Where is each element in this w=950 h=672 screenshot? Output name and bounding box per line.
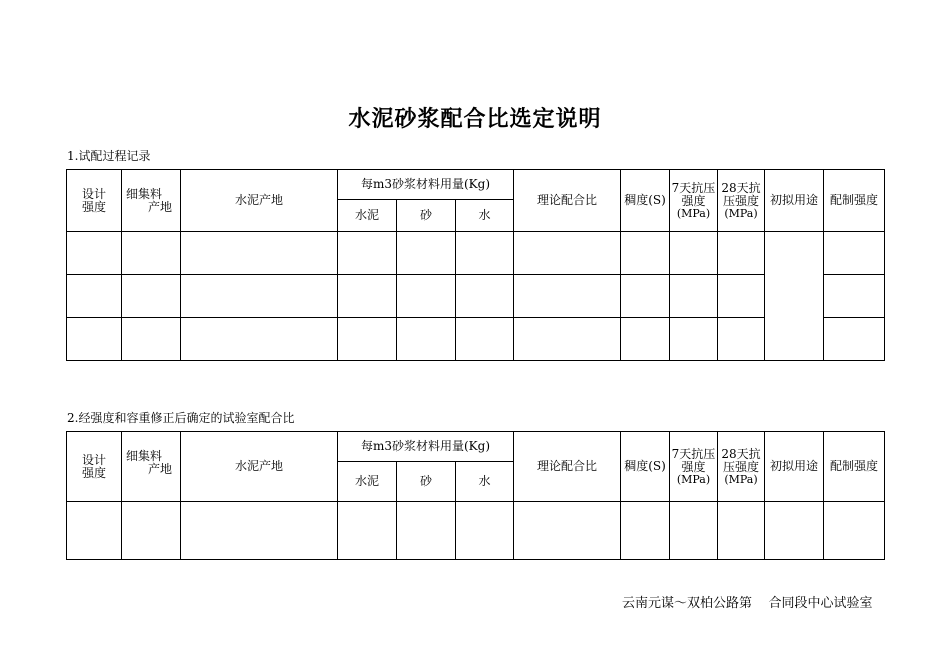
data-cell[interactable]	[67, 275, 122, 318]
data-cell[interactable]	[456, 502, 514, 560]
header-7day-strength: 7天抗压 强度 (MPa)	[670, 170, 718, 232]
header-cement-origin: 水泥产地	[181, 432, 338, 502]
header-fine-aggregate-origin: 细集料 产地	[122, 170, 181, 232]
header-28day-strength: 28天抗 压强度 (MPa)	[718, 170, 765, 232]
header-mix-strength: 配制强度	[824, 170, 885, 232]
header-consistency: 稠度(S)	[621, 170, 670, 232]
data-cell[interactable]	[670, 318, 718, 361]
section-2-label: 2.经强度和容重修正后确定的试验室配合比	[67, 411, 295, 425]
lab-mix-table	[66, 431, 885, 560]
data-cell[interactable]	[67, 232, 122, 275]
data-cell[interactable]	[824, 318, 885, 361]
header-design-strength: 设计 强度	[67, 170, 122, 232]
table-row	[67, 502, 885, 560]
header-mix-strength: 配制强度	[824, 432, 885, 502]
data-cell[interactable]	[621, 318, 670, 361]
data-cell[interactable]	[181, 232, 338, 275]
data-cell[interactable]	[338, 318, 397, 361]
header-water: 水	[456, 462, 514, 502]
data-cell[interactable]	[122, 318, 181, 361]
header-design-strength: 设计 强度	[67, 432, 122, 502]
header-theory-ratio: 理论配合比	[514, 432, 621, 502]
data-cell[interactable]	[397, 318, 456, 361]
data-cell[interactable]	[621, 232, 670, 275]
header-intended-use: 初拟用途	[765, 432, 824, 502]
data-cell[interactable]	[514, 318, 621, 361]
data-cell[interactable]	[456, 232, 514, 275]
header-7day-strength: 7天抗压 强度 (MPa)	[670, 432, 718, 502]
data-cell[interactable]	[122, 232, 181, 275]
trial-record-table	[66, 169, 885, 361]
data-cell[interactable]	[824, 275, 885, 318]
section-1-label: 1.试配过程记录	[67, 149, 151, 163]
page-title: 水泥砂浆配合比选定说明	[348, 106, 602, 132]
header-intended-use: 初拟用途	[765, 170, 824, 232]
header-cement-origin: 水泥产地	[181, 170, 338, 232]
data-cell[interactable]	[824, 502, 885, 560]
header-cement: 水泥	[338, 200, 397, 232]
data-cell[interactable]	[514, 502, 621, 560]
header-cement: 水泥	[338, 462, 397, 502]
header-sand: 砂	[397, 200, 456, 232]
footer-lab-name: 云南元谋～双柏公路第 合同段中心试验室	[622, 596, 873, 611]
data-cell[interactable]	[181, 318, 338, 361]
data-cell[interactable]	[397, 232, 456, 275]
intended-use-cell[interactable]	[765, 232, 824, 361]
header-sand: 砂	[397, 462, 456, 502]
header-28day-strength: 28天抗 压强度 (MPa)	[718, 432, 765, 502]
data-cell[interactable]	[765, 502, 824, 560]
data-cell[interactable]	[621, 502, 670, 560]
header-per-m3-usage: 每m3砂浆材料用量(Kg)	[338, 170, 514, 200]
data-cell[interactable]	[181, 275, 338, 318]
data-cell[interactable]	[67, 502, 122, 560]
data-cell[interactable]	[456, 318, 514, 361]
data-cell[interactable]	[718, 318, 765, 361]
data-cell[interactable]	[718, 232, 765, 275]
data-cell[interactable]	[338, 275, 397, 318]
data-cell[interactable]	[67, 318, 122, 361]
header-water: 水	[456, 200, 514, 232]
header-fine-aggregate-origin: 细集料 产地	[122, 432, 181, 502]
data-cell[interactable]	[670, 502, 718, 560]
header-consistency: 稠度(S)	[621, 432, 670, 502]
table-row	[67, 318, 885, 361]
header-theory-ratio: 理论配合比	[514, 170, 621, 232]
data-cell[interactable]	[122, 275, 181, 318]
data-cell[interactable]	[670, 232, 718, 275]
data-cell[interactable]	[456, 275, 514, 318]
data-cell[interactable]	[397, 502, 456, 560]
data-cell[interactable]	[621, 275, 670, 318]
data-cell[interactable]	[338, 232, 397, 275]
data-cell[interactable]	[514, 275, 621, 318]
data-cell[interactable]	[122, 502, 181, 560]
data-cell[interactable]	[338, 502, 397, 560]
data-cell[interactable]	[824, 232, 885, 275]
data-cell[interactable]	[718, 275, 765, 318]
table-row	[67, 275, 885, 318]
data-cell[interactable]	[397, 275, 456, 318]
data-cell[interactable]	[181, 502, 338, 560]
header-per-m3-usage: 每m3砂浆材料用量(Kg)	[338, 432, 514, 462]
table-row	[67, 232, 885, 275]
data-cell[interactable]	[670, 275, 718, 318]
data-cell[interactable]	[514, 232, 621, 275]
data-cell[interactable]	[718, 502, 765, 560]
